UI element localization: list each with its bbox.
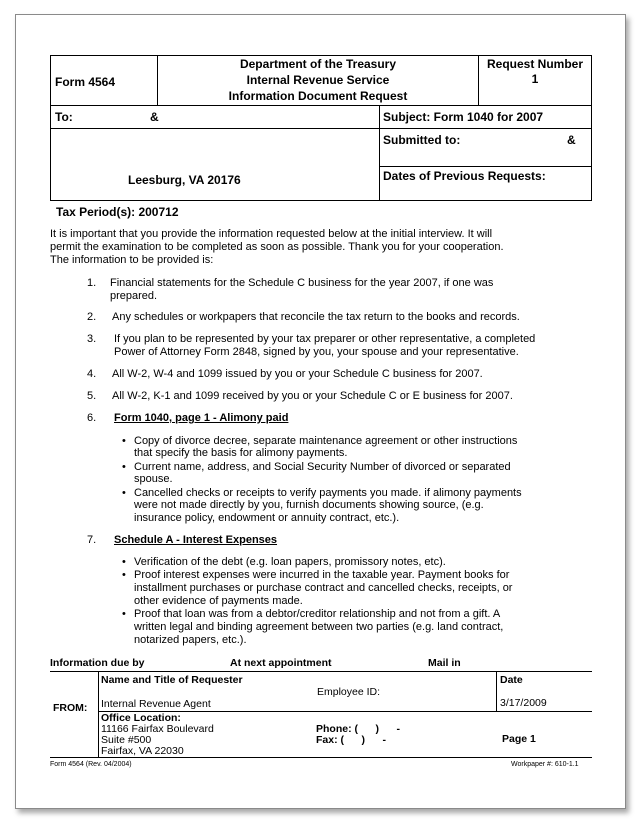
office-location-label: Office Location: — [101, 712, 181, 724]
item-number: 1. — [87, 277, 97, 289]
submitted-rule — [379, 166, 592, 167]
employee-id-label: Employee ID: — [317, 686, 381, 698]
footer-divider-date — [496, 671, 497, 712]
item-6-heading: Form 1040, page 1 - Alimony paid — [114, 412, 289, 424]
item-1-line-1: Financial statements for the Schedule C business for the year 2007, if one was — [110, 277, 494, 289]
item-1-line-2: prepared. — [110, 290, 158, 302]
bullet-icon: • — [122, 569, 126, 581]
header-rule-2 — [50, 105, 592, 106]
bullet-7-1-line-1: Verification of the debt (e.g. loan papers, promissory notes, etc). — [134, 556, 446, 568]
agency-line-2: Internal Revenue Service — [246, 73, 390, 87]
next-appointment: At next appointment — [230, 657, 332, 669]
item-number: 5. — [87, 390, 97, 402]
intro-line-3: The information to be provided is: — [50, 254, 214, 266]
page-number: Page 1 — [502, 733, 536, 745]
header-rule-3 — [50, 128, 592, 129]
intro-line-1: It is important that you provide the information requested below at the initial interview. It will — [50, 228, 493, 240]
tax-period: Tax Period(s): 200712 — [56, 205, 179, 219]
fax-field: Fax: ( ) - — [316, 734, 387, 746]
bullet-7-2-line-2: installment purchases or purchase contract and cancelled checks, receipts, or — [134, 582, 513, 594]
intro-line-2: permit the examination to be completed as soon as possible. Thank you for your cooperation. — [50, 241, 504, 253]
document-page — [15, 14, 626, 809]
bullet-7-3-line-3: notarized papers, etc.). — [134, 634, 247, 646]
item-3-line-2: Power of Attorney Form 2848, signed by you, your spouse and your representative. — [114, 346, 519, 358]
office-line-1: 11166 Fairfax Boulevard — [101, 723, 214, 735]
office-line-2: Suite #500 — [101, 734, 152, 746]
workpaper-number: Workpaper #: 610-1.1 — [511, 761, 579, 768]
bullet-6-3-line-1: Cancelled checks or receipts to verify payments you made. if alimony payments — [134, 487, 522, 499]
submitted-ampersand: & — [567, 133, 576, 147]
bullet-7-3-line-1: Proof that loan was from a debtor/creditor relationship and not from a gift. A — [134, 608, 501, 620]
item-number: 7. — [87, 534, 97, 546]
requester-title: Internal Revenue Agent — [101, 698, 211, 710]
item-number: 3. — [87, 333, 97, 345]
date-value: 3/17/2009 — [500, 697, 547, 709]
bullet-icon: • — [122, 487, 126, 499]
bullet-7-2-line-3: other evidence of payments made. — [134, 595, 303, 607]
date-label: Date — [500, 674, 523, 686]
bullet-icon: • — [122, 608, 126, 620]
agency-line-1: Department of the Treasury — [239, 57, 397, 71]
phone-field: Phone: ( ) - — [316, 723, 400, 735]
item-7-heading: Schedule A - Interest Expenses — [114, 534, 278, 546]
bullet-icon: • — [122, 461, 126, 473]
previous-requests-label: Dates of Previous Requests: — [383, 169, 546, 183]
form-revision: Form 4564 (Rev. 04/2004) — [50, 761, 132, 768]
to-label: To: — [55, 110, 73, 124]
item-3-line-1: If you plan to be represented by your tax preparer or other representative, a completed — [114, 333, 536, 345]
request-number-label: Request Number — [486, 57, 584, 71]
form-label: Form 4564 — [55, 75, 116, 89]
bullet-7-3-line-2: written legal and binding agreement between two parties (e.g. land contract, — [134, 621, 504, 633]
header-bottom-rule — [50, 200, 592, 201]
item-5-line-1: All W-2, K-1 and 1099 received by you or your Schedule C or E business for 2007. — [112, 390, 513, 402]
mail-in-label: Mail in — [428, 657, 461, 669]
item-2-line-1: Any schedules or workpapers that reconcile the tax return to the books and records. — [112, 311, 520, 323]
footer-top-rule — [50, 671, 592, 672]
bullet-7-2-line-1: Proof interest expenses were incurred in the taxable year. Payment books for — [134, 569, 510, 581]
header-top-rule — [50, 55, 592, 56]
address-city: Leesburg, VA 20176 — [128, 173, 241, 187]
from-label: FROM: — [53, 702, 88, 714]
office-line-3: Fairfax, VA 22030 — [101, 745, 184, 757]
header-right-border — [591, 55, 592, 201]
footer-divider-from — [98, 671, 99, 758]
bullet-6-2-line-2: spouse. — [134, 473, 173, 485]
bullet-6-3-line-3: insurance policy, endowment or annuity contract, etc.). — [134, 512, 400, 524]
item-4-line-1: All W-2, W-4 and 1099 issued by you or your Schedule C business for 2007. — [112, 368, 483, 380]
to-ampersand: & — [150, 110, 159, 124]
info-due-label: Information due by — [50, 657, 145, 669]
submitted-to-label: Submitted to: — [383, 133, 461, 147]
name-title-label: Name and Title of Requester — [101, 674, 243, 686]
item-number: 6. — [87, 412, 97, 424]
bullet-6-1-line-1: Copy of divorce decree, separate maintenance agreement or other instructions — [134, 435, 518, 447]
agency-line-3: Information Document Request — [228, 89, 408, 103]
bullet-6-1-line-2: that specify the basis for alimony payments. — [134, 447, 348, 459]
footer-bottom-rule — [50, 757, 592, 758]
header-left-border — [50, 55, 51, 201]
request-number-value: 1 — [531, 72, 539, 86]
bullet-6-3-line-2: were not made directly by you, furnish documents showing source, (e.g. — [134, 499, 484, 511]
header-divider-3 — [379, 105, 380, 201]
bullet-6-2-line-1: Current name, address, and Social Security Number of divorced or separated — [134, 461, 511, 473]
item-number: 4. — [87, 368, 97, 380]
item-number: 2. — [87, 311, 97, 323]
bullet-icon: • — [122, 556, 126, 568]
bullet-icon: • — [122, 435, 126, 447]
subject-line: Subject: Form 1040 for 2007 — [383, 110, 544, 124]
